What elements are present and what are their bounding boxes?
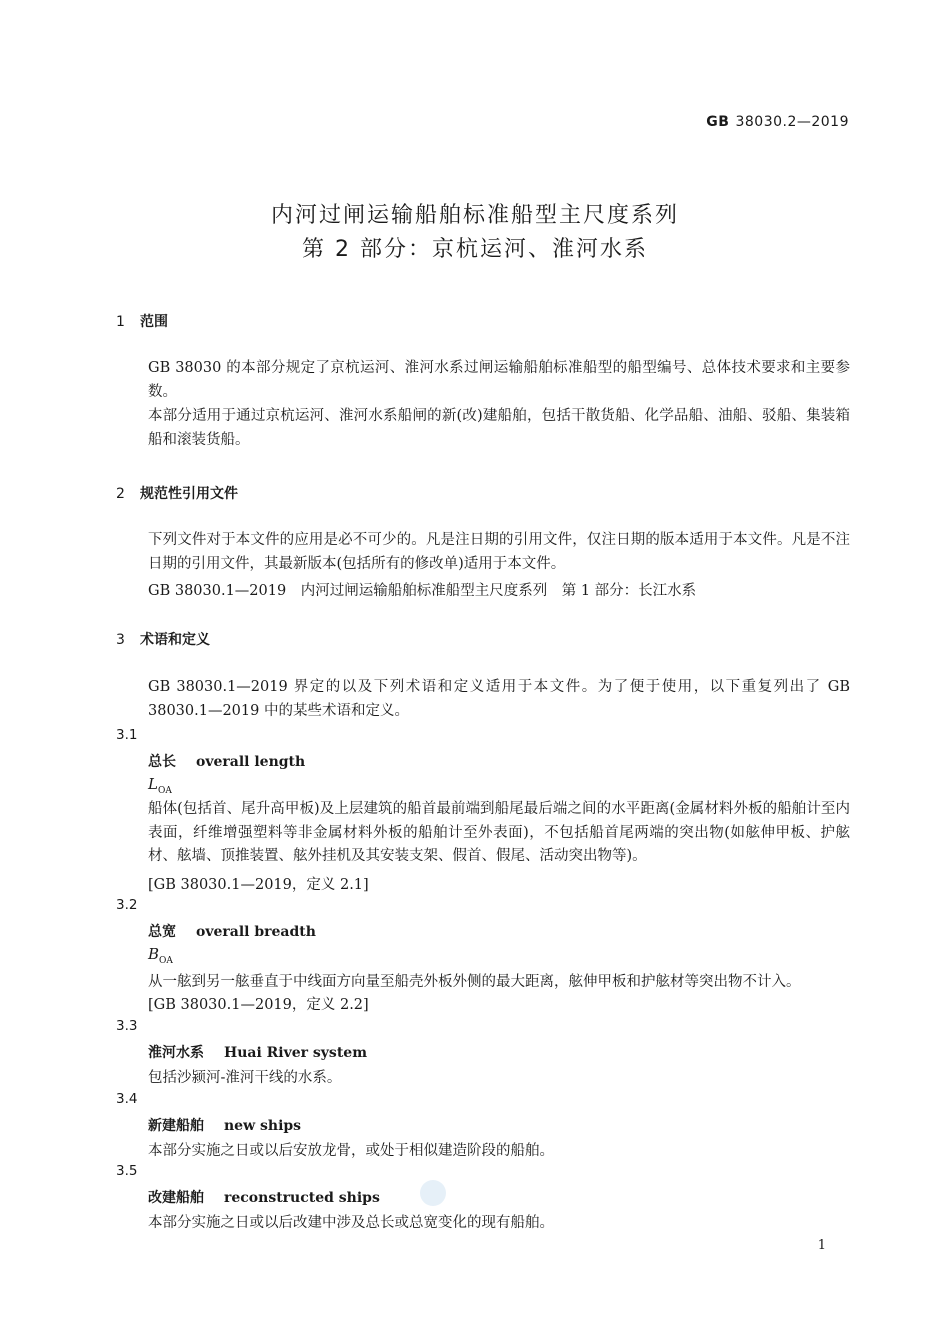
term-heading (148, 921, 316, 941)
definition-text: 船体(包括首、尾升高甲板)及上层建筑的船首最前端到船尾最后端之间的水平距离(金属材料外板的船舶计至内表面，纤维增强塑料等非金属材料外板的船舶计至外表面)，不包括船首尾两端的突出物(如舷伸甲板、护舷材、舷墙、顶推装置、舷外挂机及其安装支架、假首、假尾、活动突出物等)。 (148, 801, 850, 864)
page-number: 1 (817, 1238, 826, 1253)
paragraph-text: 下列文件对于本文件的应用是必不可少的。凡是注日期的引用文件，仅注日期的版本适用于本文件。凡是不注日期的引用文件，其最新版本(包括所有的修改单)适用于本文件。 (148, 532, 850, 572)
term-heading (148, 751, 305, 771)
paragraph-text: 本部分适用于通过京杭运河、淮河水系船闸的新(改)建船舶，包括干散货船、化学品船、油船、驳船、集装箱船和滚装货船。 (148, 408, 850, 448)
term-number: 3.1 (116, 727, 138, 743)
section-1-paragraph-2 (116, 405, 850, 452)
section-1-paragraph-1 (116, 357, 850, 404)
term-zh: 改建船舶 (148, 1190, 204, 1206)
section-title: 规范性引用文件 (140, 486, 238, 502)
section-1-heading (116, 311, 168, 331)
term-heading (148, 1042, 367, 1062)
paragraph-text: GB 38030.1—2019 界定的以及下列术语和定义适用于本文件。为了便于使用，以下重复列出了 GB 38030.1—2019 中的某些术语和定义。 (148, 679, 850, 719)
term-source: [GB 38030.1—2019，定义 2.1] (148, 877, 369, 893)
standard-number (706, 114, 849, 130)
symbol-subscript: OA (157, 786, 172, 796)
section-2-heading (116, 483, 238, 503)
term-definition: 本部分实施之日或以后改建中涉及总长或总宽变化的现有船舶。 (148, 1215, 554, 1231)
term-zh: 总宽 (148, 924, 176, 940)
term-definition: 从一舷到另一舷垂直于中线面方向量至船壳外板外侧的最大距离，舷伸甲板和护舷材等突出物不计入。 (148, 974, 801, 990)
section-number: 2 (116, 486, 125, 502)
term-number: 3.3 (116, 1018, 138, 1034)
term-definition: 包括沙颍河-淮河干线的水系。 (148, 1070, 342, 1086)
term-en: overall length (196, 754, 306, 770)
term-heading (148, 1115, 301, 1135)
term-zh: 总长 (148, 754, 176, 770)
term-heading (148, 1187, 380, 1207)
standard-code: 38030.2—2019 (735, 114, 849, 130)
term-number: 3.2 (116, 897, 138, 913)
title-line-1: 内河过闸运输船舶标准船型主尺度系列 (270, 203, 679, 228)
section-3-paragraph-1 (116, 676, 850, 723)
section-title: 范围 (140, 314, 168, 330)
symbol-letter: L (148, 775, 158, 793)
term-symbol (148, 945, 173, 966)
term-source: [GB 38030.1—2019，定义 2.2] (148, 997, 369, 1013)
title-line-2: 第 2 部分：京杭运河、淮河水系 (302, 237, 648, 262)
symbol-letter: B (148, 945, 160, 963)
term-number: 3.4 (116, 1091, 138, 1107)
term-en: Huai River system (224, 1045, 368, 1061)
term-zh: 淮河水系 (148, 1045, 204, 1061)
term-en: reconstructed ships (224, 1190, 380, 1206)
term-en: new ships (224, 1118, 302, 1134)
term-definition (116, 798, 850, 869)
standard-prefix: GB (706, 114, 730, 130)
paragraph-text: GB 38030 的本部分规定了京杭运河、淮河水系过闸运输船舶标准船型的船型编号、总体技术要求和主要参数。 (148, 360, 850, 400)
normative-reference: GB 38030.1—2019 内河过闸运输船舶标准船型主尺度系列 第 1 部分：长江水系 (148, 583, 697, 599)
term-zh: 新建船舶 (148, 1118, 204, 1134)
section-2-paragraph-1 (116, 529, 850, 576)
section-number: 3 (116, 632, 125, 648)
term-en: overall breadth (196, 924, 316, 940)
symbol-subscript: OA (159, 956, 173, 966)
watermark-icon (420, 1180, 446, 1206)
term-symbol (148, 775, 172, 796)
section-number: 1 (116, 314, 125, 330)
term-number: 3.5 (116, 1163, 138, 1179)
term-definition: 本部分实施之日或以后安放龙骨，或处于相似建造阶段的船舶。 (148, 1143, 554, 1159)
section-3-heading (116, 629, 210, 649)
section-title: 术语和定义 (140, 632, 210, 648)
